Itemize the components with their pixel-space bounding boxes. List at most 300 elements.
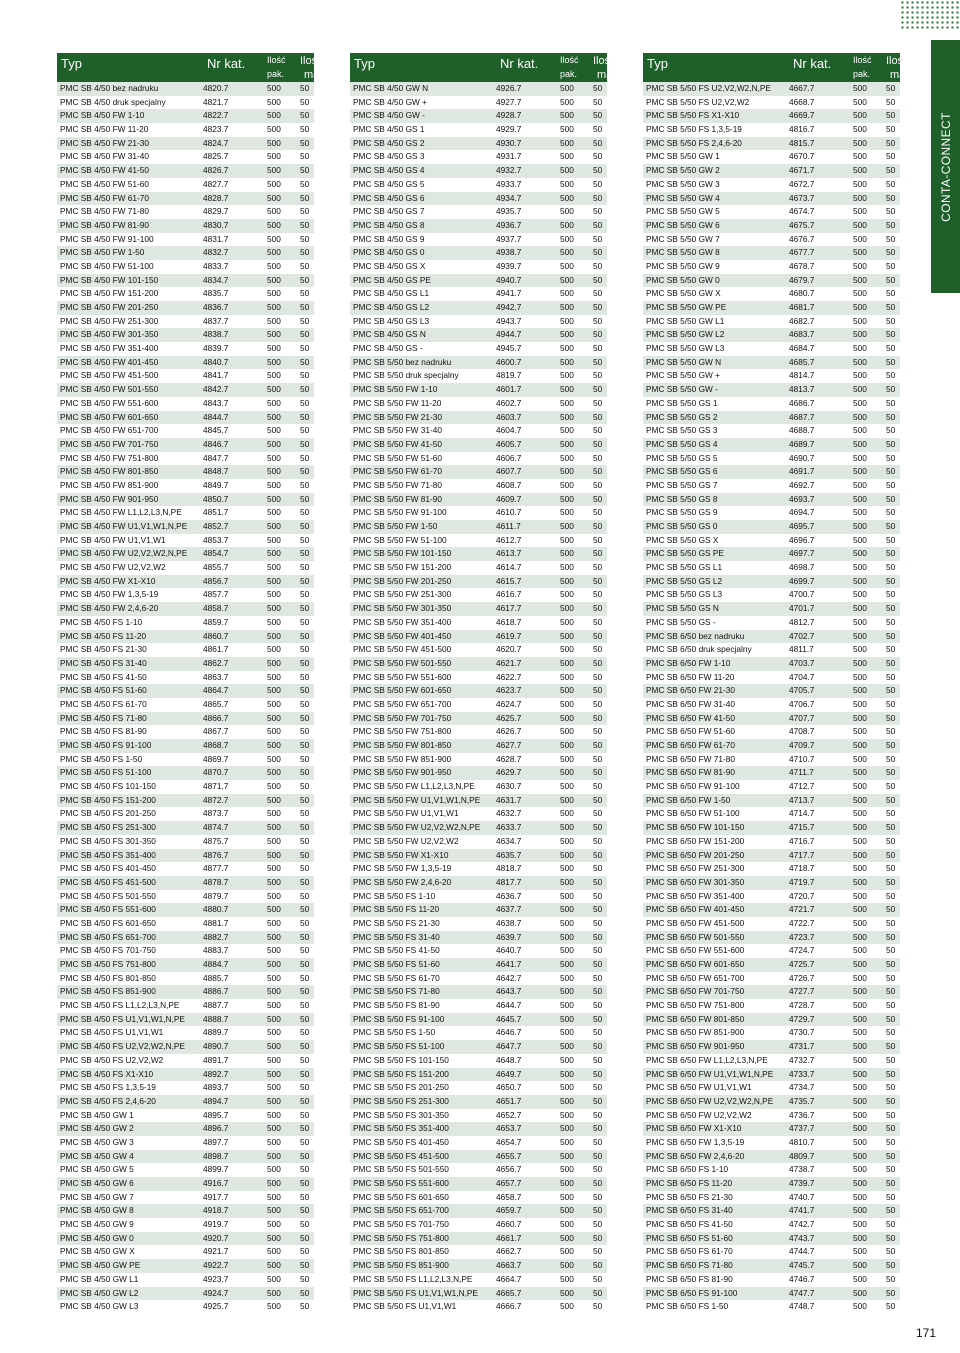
- cell-nr-kat: 4741.7: [789, 1205, 815, 1216]
- cell-typ: PMC SB 4/50 FS 61-70: [60, 698, 147, 709]
- cell-ilosc-pak: 500: [267, 726, 281, 737]
- cell-ilosc-pak: 500: [560, 1178, 574, 1188]
- cell-typ: PMC SB 4/50 FW 71-80: [60, 206, 149, 217]
- cell-typ: PMC SB 6/50 FS 71-80: [646, 1260, 733, 1271]
- cell-typ: PMC SB 5/50 FW 801-850: [353, 740, 452, 750]
- cell-typ: PMC SB 4/50 GS 2: [353, 137, 425, 148]
- cell-typ: PMC SB 4/50 GW 7: [60, 1191, 134, 1202]
- table-row: [643, 1191, 900, 1205]
- cell-typ: PMC SB 4/50 GS 4: [353, 165, 425, 176]
- cell-ilosc-mat: 50: [593, 1273, 603, 1284]
- table-row: [57, 1081, 314, 1095]
- cell-nr-kat: 4603.7: [496, 411, 522, 422]
- table-row: [57, 780, 314, 794]
- cell-nr-kat: 4682.7: [789, 315, 815, 326]
- cell-ilosc-mat: 50: [593, 1041, 603, 1052]
- cell-typ: PMC SB 6/50 FW 851-900: [646, 1027, 745, 1038]
- cell-ilosc-pak: 500: [560, 603, 574, 614]
- cell-ilosc-mat: 50: [593, 438, 603, 449]
- cell-nr-kat: 4689.7: [789, 438, 815, 449]
- cell-nr-kat: 4866.7: [203, 712, 229, 723]
- table-row: [643, 520, 900, 534]
- cell-nr-kat: 4643.7: [496, 986, 522, 997]
- cell-nr-kat: 4736.7: [789, 1109, 815, 1120]
- cell-ilosc-mat: 50: [300, 1164, 310, 1175]
- cell-ilosc-pak: 500: [267, 425, 281, 436]
- cell-ilosc-mat: 50: [886, 384, 896, 395]
- cell-nr-kat: 4631.7: [496, 794, 522, 805]
- cell-ilosc-mat: 50: [886, 411, 896, 422]
- cell-typ: PMC SB 4/50 FW U2,V2,W2: [60, 562, 166, 573]
- cell-ilosc-pak: 500: [853, 1027, 867, 1038]
- cell-ilosc-pak: 500: [853, 726, 867, 737]
- cell-nr-kat: 4817.7: [496, 876, 522, 887]
- cell-ilosc-pak: 500: [560, 1191, 574, 1202]
- cell-ilosc-mat: 50: [300, 315, 310, 326]
- cell-ilosc-pak: 500: [853, 397, 867, 408]
- cell-nr-kat: 4717.7: [789, 849, 815, 860]
- cell-nr-kat: 4628.7: [496, 753, 522, 764]
- cell-typ: PMC SB 4/50 FS 651-700: [60, 931, 156, 942]
- table-row: [643, 109, 900, 123]
- cell-nr-kat: 4733.7: [789, 1068, 815, 1079]
- cell-nr-kat: 4670.7: [789, 151, 815, 162]
- cell-ilosc-mat: 50: [886, 917, 896, 928]
- cell-ilosc-mat: 50: [300, 1287, 310, 1298]
- table-row: [57, 411, 314, 425]
- table-row: [643, 123, 900, 137]
- cell-ilosc-mat: 50: [300, 917, 310, 928]
- cell-nr-kat: 4899.7: [203, 1164, 229, 1175]
- cell-nr-kat: 4730.7: [789, 1027, 815, 1038]
- cell-ilosc-mat: 50: [593, 890, 603, 901]
- header-nr-kat: Nr kat.: [793, 56, 832, 71]
- cell-ilosc-mat: 50: [593, 781, 603, 792]
- table-row: [57, 246, 314, 260]
- cell-ilosc-pak: 500: [267, 698, 281, 709]
- cell-ilosc-pak: 500: [853, 260, 867, 271]
- cell-nr-kat: 4882.7: [203, 931, 229, 942]
- cell-typ: PMC SB 4/50 FS 31-40: [60, 657, 147, 668]
- cell-ilosc-pak: 500: [853, 1205, 867, 1216]
- cell-ilosc-mat: 50: [300, 206, 310, 217]
- cell-nr-kat: 4885.7: [203, 972, 229, 983]
- cell-ilosc-pak: 500: [560, 931, 574, 942]
- cell-typ: PMC SB 4/50 FW 601-650: [60, 411, 159, 422]
- table-row: [57, 383, 314, 397]
- cell-ilosc-mat: 50: [886, 219, 896, 230]
- cell-typ: PMC SB 6/50 FS 81-90: [646, 1273, 733, 1284]
- cell-nr-kat: 4696.7: [789, 534, 815, 545]
- cell-ilosc-pak: 500: [267, 110, 281, 121]
- cell-typ: PMC SB 4/50 FW 451-500: [60, 370, 159, 381]
- table-row: [350, 616, 607, 630]
- table-row: [57, 192, 314, 206]
- cell-nr-kat: 4941.7: [496, 288, 522, 299]
- cell-ilosc-mat: 50: [593, 616, 603, 627]
- cell-typ: PMC SB 4/50 FS 751-800: [60, 959, 156, 969]
- cell-ilosc-pak: 500: [853, 959, 867, 969]
- cell-ilosc-mat: 50: [300, 616, 310, 627]
- cell-ilosc-mat: 50: [886, 1109, 896, 1120]
- table-row: [350, 192, 607, 206]
- cell-nr-kat: 4861.7: [203, 644, 229, 655]
- cell-ilosc-pak: 500: [267, 794, 281, 805]
- cell-ilosc-mat: 50: [886, 370, 896, 381]
- table-row: [643, 602, 900, 616]
- cell-nr-kat: 4824.7: [203, 137, 229, 148]
- cell-ilosc-pak: 500: [267, 562, 281, 573]
- cell-ilosc-mat: 50: [300, 192, 310, 203]
- cell-ilosc-mat: 50: [593, 192, 603, 203]
- cell-ilosc-pak: 500: [267, 1260, 281, 1271]
- cell-ilosc-mat: 50: [886, 83, 896, 93]
- table-row: [350, 849, 607, 863]
- cell-nr-kat: 4648.7: [496, 1054, 522, 1065]
- table-row: [350, 465, 607, 479]
- cell-typ: PMC SB 5/50 GS 5: [646, 452, 718, 463]
- cell-typ: PMC SB 5/50 FS 81-90: [353, 1000, 440, 1011]
- cell-ilosc-pak: 500: [267, 1287, 281, 1298]
- cell-nr-kat: 4863.7: [203, 671, 229, 682]
- cell-ilosc-mat: 50: [886, 959, 896, 969]
- cell-typ: PMC SB 4/50 GW 1: [60, 1109, 134, 1120]
- table-row: [57, 219, 314, 233]
- cell-ilosc-mat: 50: [593, 233, 603, 244]
- cell-ilosc-pak: 500: [267, 753, 281, 764]
- table-row: [643, 1068, 900, 1082]
- cell-nr-kat: 4922.7: [203, 1260, 229, 1271]
- cell-ilosc-mat: 50: [300, 808, 310, 819]
- cell-nr-kat: 4690.7: [789, 452, 815, 463]
- cell-typ: PMC SB 5/50 FS 91-100: [353, 1013, 445, 1024]
- cell-typ: PMC SB 6/50 FW X1-X10: [646, 1123, 742, 1134]
- cell-nr-kat: 4809.7: [789, 1150, 815, 1161]
- cell-ilosc-mat: 50: [886, 1287, 896, 1298]
- cell-typ: PMC SB 5/50 FS U2,V2,W2: [646, 96, 750, 107]
- cell-ilosc-pak: 500: [560, 890, 574, 901]
- table-row: [350, 561, 607, 575]
- side-tab-label: CONTA-CONNECT: [938, 111, 953, 222]
- cell-ilosc-pak: 500: [560, 83, 574, 93]
- table-row: [643, 452, 900, 466]
- cell-ilosc-mat: 50: [886, 110, 896, 121]
- table-row: [57, 287, 314, 301]
- cell-ilosc-pak: 500: [267, 493, 281, 504]
- cell-ilosc-mat: 50: [593, 863, 603, 874]
- cell-typ: PMC SB 6/50 FW 901-950: [646, 1041, 745, 1052]
- cell-ilosc-mat: 50: [886, 288, 896, 299]
- cell-ilosc-mat: 50: [886, 863, 896, 874]
- cell-typ: PMC SB 4/50 FW 901-950: [60, 493, 159, 504]
- cell-ilosc-pak: 500: [853, 1123, 867, 1134]
- table-row: [57, 1136, 314, 1150]
- table-row: [57, 972, 314, 986]
- cell-typ: PMC SB 5/50 GW PE: [646, 302, 727, 312]
- cell-nr-kat: 4612.7: [496, 534, 522, 545]
- cell-ilosc-mat: 50: [886, 1301, 896, 1312]
- cell-ilosc-pak: 500: [267, 808, 281, 819]
- cell-ilosc-mat: 50: [886, 1273, 896, 1284]
- cell-ilosc-mat: 50: [886, 671, 896, 682]
- cell-nr-kat: 4928.7: [496, 110, 522, 121]
- cell-ilosc-mat: 50: [593, 1191, 603, 1202]
- cell-ilosc-pak: 500: [853, 575, 867, 586]
- cell-ilosc-mat: 50: [300, 1246, 310, 1257]
- table-row: [57, 123, 314, 137]
- cell-ilosc-pak: 500: [853, 1150, 867, 1161]
- cell-typ: PMC SB 4/50 FW 1,3,5-19: [60, 589, 159, 600]
- cell-ilosc-mat: 50: [593, 452, 603, 463]
- cell-ilosc-mat: 50: [300, 1219, 310, 1230]
- cell-nr-kat: 4729.7: [789, 1013, 815, 1024]
- cell-nr-kat: 4720.7: [789, 890, 815, 901]
- header-ilosc-mat: Ilość/: [593, 55, 619, 67]
- cell-ilosc-mat: 50: [886, 822, 896, 833]
- cell-ilosc-pak: 500: [853, 479, 867, 490]
- cell-ilosc-pak: 500: [560, 1273, 574, 1284]
- cell-ilosc-mat: 50: [593, 329, 603, 340]
- cell-nr-kat: 4693.7: [789, 493, 815, 504]
- cell-ilosc-pak: 500: [853, 698, 867, 709]
- cell-nr-kat: 4731.7: [789, 1041, 815, 1052]
- cell-ilosc-mat: 50: [886, 1027, 896, 1038]
- cell-ilosc-pak: 500: [560, 945, 574, 956]
- cell-nr-kat: 4611.7: [496, 521, 521, 531]
- cell-ilosc-mat: 50: [593, 1287, 603, 1298]
- table-row: [350, 369, 607, 383]
- cell-ilosc-pak: 500: [267, 343, 281, 354]
- table-row: [57, 547, 314, 561]
- cell-ilosc-mat: 50: [886, 479, 896, 490]
- table-row: [350, 178, 607, 192]
- cell-nr-kat: 4845.7: [203, 425, 229, 436]
- header-typ: Typ: [647, 56, 668, 71]
- table-body: [350, 82, 607, 1314]
- cell-nr-kat: 4853.7: [203, 534, 229, 545]
- cell-typ: PMC SB 4/50 FS 51-60: [60, 685, 147, 696]
- cell-typ: PMC SB 4/50 FW 61-70: [60, 192, 149, 203]
- table-row: [643, 96, 900, 110]
- cell-ilosc-mat: 50: [300, 603, 310, 614]
- cell-ilosc-pak: 500: [853, 1136, 867, 1147]
- table-row: [57, 315, 314, 329]
- cell-nr-kat: 4849.7: [203, 479, 229, 490]
- cell-nr-kat: 4666.7: [496, 1301, 522, 1312]
- cell-ilosc-pak: 500: [853, 1041, 867, 1052]
- cell-ilosc-mat: 50: [593, 288, 603, 299]
- cell-ilosc-mat: 50: [300, 671, 310, 682]
- cell-nr-kat: 4618.7: [496, 616, 522, 627]
- cell-ilosc-pak: 500: [560, 1082, 574, 1093]
- cell-ilosc-pak: 500: [560, 479, 574, 490]
- cell-typ: PMC SB 6/50 FW 2,4,6-20: [646, 1150, 745, 1161]
- cell-ilosc-mat: 50: [886, 1041, 896, 1052]
- cell-nr-kat: 4607.7: [496, 466, 522, 477]
- cell-ilosc-mat: 50: [593, 1164, 603, 1175]
- cell-ilosc-mat: 50: [886, 192, 896, 203]
- cell-ilosc-mat: 50: [300, 890, 310, 901]
- table-row: [350, 479, 607, 493]
- cell-nr-kat: 4699.7: [789, 575, 815, 586]
- cell-ilosc-pak: 500: [560, 1150, 574, 1161]
- cell-nr-kat: 4851.7: [203, 507, 229, 518]
- cell-nr-kat: 4727.7: [789, 986, 815, 997]
- table-row: [57, 1122, 314, 1136]
- cell-ilosc-pak: 500: [853, 315, 867, 326]
- header-typ: Typ: [354, 56, 375, 71]
- cell-typ: PMC SB 5/50 FW 301-350: [353, 603, 452, 614]
- cell-nr-kat: 4843.7: [203, 397, 229, 408]
- cell-ilosc-pak: 500: [853, 96, 867, 107]
- cell-ilosc-mat: 50: [593, 274, 603, 285]
- cell-ilosc-mat: 50: [300, 124, 310, 135]
- cell-ilosc-mat: 50: [593, 575, 603, 586]
- table-row: [643, 862, 900, 876]
- cell-nr-kat: 4919.7: [203, 1219, 229, 1230]
- cell-ilosc-mat: 50: [886, 178, 896, 189]
- table-row: [643, 698, 900, 712]
- cell-typ: PMC SB 6/50 FW 401-450: [646, 904, 745, 915]
- cell-ilosc-mat: 50: [593, 302, 603, 312]
- cell-ilosc-pak: 500: [267, 247, 281, 258]
- cell-ilosc-mat: 50: [593, 384, 603, 395]
- cell-ilosc-pak: 500: [853, 1013, 867, 1024]
- cell-nr-kat: 4887.7: [203, 1000, 229, 1011]
- cell-typ: PMC SB 6/50 FW U1,V1,W1,N,PE: [646, 1068, 774, 1079]
- table-row: [643, 1163, 900, 1177]
- table-row: [57, 890, 314, 904]
- cell-typ: PMC SB 5/50 FS 1,3,5-19: [646, 124, 742, 135]
- cell-ilosc-pak: 500: [267, 781, 281, 792]
- cell-typ: PMC SB 4/50 FS 21-30: [60, 644, 147, 655]
- table-row: [57, 301, 314, 315]
- cell-typ: PMC SB 4/50 GW 4: [60, 1150, 134, 1161]
- table-row: [57, 630, 314, 644]
- cell-ilosc-pak: 500: [267, 1136, 281, 1147]
- table-row: [57, 328, 314, 342]
- table-row: [643, 753, 900, 767]
- cell-typ: PMC SB 6/50 FW 351-400: [646, 890, 745, 901]
- cell-typ: PMC SB 4/50 FS U1,V1,W1,N,PE: [60, 1013, 185, 1024]
- cell-ilosc-mat: 50: [593, 657, 603, 668]
- cell-ilosc-mat: 50: [593, 507, 603, 518]
- cell-typ: PMC SB 5/50 FS 11-20: [353, 904, 440, 915]
- cell-nr-kat: 4629.7: [496, 767, 522, 778]
- table-row: [57, 575, 314, 589]
- cell-ilosc-pak: 500: [267, 452, 281, 463]
- cell-ilosc-pak: 500: [853, 1260, 867, 1271]
- cell-typ: PMC SB 5/50 GS N: [646, 603, 719, 614]
- cell-typ: PMC SB 5/50 GW 4: [646, 192, 720, 203]
- table-row: [57, 1163, 314, 1177]
- table-row: [350, 287, 607, 301]
- cell-ilosc-mat: 50: [300, 260, 310, 271]
- cell-nr-kat: 4658.7: [496, 1191, 522, 1202]
- table-row: [643, 137, 900, 151]
- table-row: [57, 205, 314, 219]
- cell-nr-kat: 4897.7: [203, 1136, 229, 1147]
- cell-nr-kat: 4932.7: [496, 165, 522, 176]
- table-row: [643, 766, 900, 780]
- cell-nr-kat: 4855.7: [203, 562, 229, 573]
- table-row: [57, 862, 314, 876]
- cell-typ: PMC SB 5/50 FS X1-X10: [646, 110, 740, 121]
- cell-ilosc-pak: 500: [560, 1095, 574, 1106]
- table-row: [643, 1287, 900, 1301]
- cell-nr-kat: 4846.7: [203, 438, 229, 449]
- cell-typ: PMC SB 4/50 FW 81-90: [60, 219, 149, 230]
- cell-nr-kat: 4933.7: [496, 178, 522, 189]
- table-row: [350, 315, 607, 329]
- cell-nr-kat: 4686.7: [789, 397, 815, 408]
- cell-ilosc-mat: 50: [593, 1027, 603, 1038]
- cell-nr-kat: 4608.7: [496, 479, 522, 490]
- table-row: [57, 1245, 314, 1259]
- cell-ilosc-pak: 500: [853, 835, 867, 846]
- cell-typ: PMC SB 4/50 FW 2,4,6-20: [60, 603, 159, 614]
- table-row: [350, 356, 607, 370]
- cell-nr-kat: 4924.7: [203, 1287, 229, 1298]
- cell-ilosc-pak: 500: [853, 1219, 867, 1230]
- cell-nr-kat: 4692.7: [789, 479, 815, 490]
- table-row: [350, 493, 607, 507]
- cell-typ: PMC SB 4/50 GW N: [353, 83, 429, 93]
- table-row: [643, 725, 900, 739]
- cell-ilosc-mat: 50: [593, 726, 603, 737]
- table-row: [643, 260, 900, 274]
- cell-ilosc-pak: 500: [560, 986, 574, 997]
- table-row: [643, 944, 900, 958]
- cell-nr-kat: 4624.7: [496, 698, 522, 709]
- cell-nr-kat: 4600.7: [496, 356, 522, 367]
- section-side-tab: [931, 40, 960, 293]
- cell-ilosc-mat: 50: [886, 425, 896, 436]
- cell-ilosc-pak: 500: [560, 521, 574, 531]
- cell-nr-kat: 4635.7: [496, 849, 522, 860]
- cell-ilosc-mat: 50: [593, 849, 603, 860]
- cell-typ: PMC SB 4/50 FW U2,V2,W2,N,PE: [60, 548, 188, 559]
- cell-nr-kat: 4825.7: [203, 151, 229, 162]
- cell-ilosc-mat: 50: [886, 712, 896, 723]
- cell-ilosc-mat: 50: [300, 288, 310, 299]
- cell-ilosc-pak: 500: [267, 1000, 281, 1011]
- table-row: [350, 725, 607, 739]
- cell-typ: PMC SB 4/50 GS 8: [353, 219, 425, 230]
- cell-ilosc-mat: 50: [593, 493, 603, 504]
- cell-typ: PMC SB 6/50 FW 71-80: [646, 753, 735, 764]
- cell-typ: PMC SB 4/50 FS 201-250: [60, 808, 156, 819]
- cell-nr-kat: 4610.7: [496, 507, 522, 518]
- table-row: [350, 766, 607, 780]
- cell-ilosc-mat: 50: [300, 630, 310, 641]
- cell-nr-kat: 4695.7: [789, 521, 815, 531]
- header-nr-kat: Nr kat.: [207, 56, 246, 71]
- cell-ilosc-mat: 50: [593, 876, 603, 887]
- cell-ilosc-pak: 500: [267, 274, 281, 285]
- cell-ilosc-pak: 500: [853, 507, 867, 518]
- table-row: [57, 1054, 314, 1068]
- cell-ilosc-pak: 500: [853, 931, 867, 942]
- table-row: [643, 1081, 900, 1095]
- cell-ilosc-pak: 500: [267, 712, 281, 723]
- table-row: [350, 999, 607, 1013]
- cell-ilosc-pak: 500: [560, 575, 574, 586]
- table-row: [57, 82, 314, 96]
- table-row: [57, 1287, 314, 1301]
- table-row: [350, 260, 607, 274]
- cell-ilosc-mat: 50: [593, 671, 603, 682]
